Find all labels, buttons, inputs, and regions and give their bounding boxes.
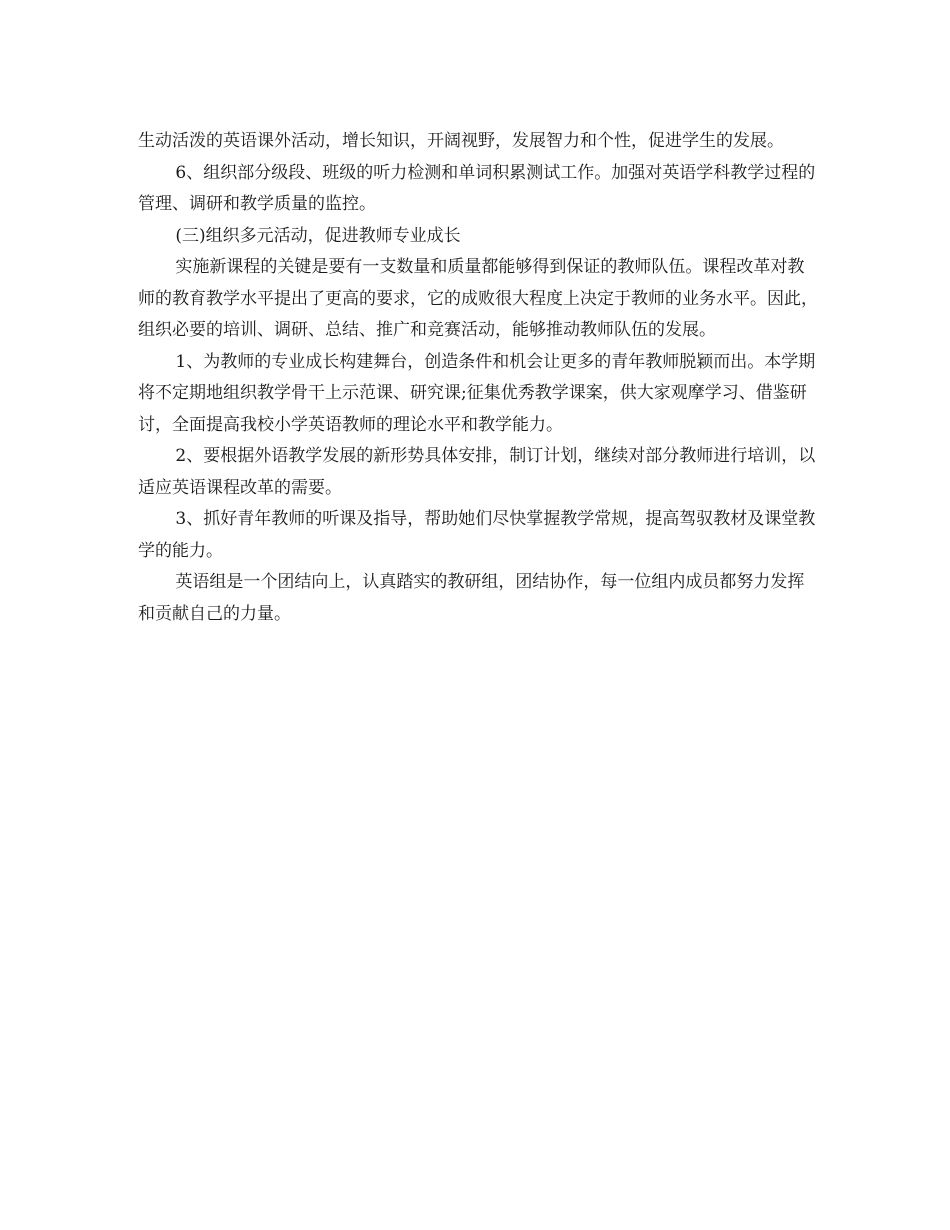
document-body xyxy=(138,126,818,630)
section-heading-3: (三)组织多元活动，促进教师专业成长 xyxy=(175,225,461,246)
paragraph-item-2: 2、要根据外语教学发展的新形势具体安排，制订计划，继续对部分教师进行培训，以适应英语课程改革的需要。 xyxy=(138,446,816,498)
paragraph-continuation: 生动活泼的英语课外活动，增长知识，开阔视野，发展智力和个性，促进学生的发展。 xyxy=(138,131,784,151)
paragraph-conclusion: 英语组是一个团结向上，认真踏实的教研组，团结协作，每一位组内成员都努力发挥和贡献自己的力量。 xyxy=(138,572,805,624)
paragraph-item-6: 6、组织部分级段、班级的听力检测和单词积累测试工作。加强对英语学科教学过程的管理、调研和教学质量的监控。 xyxy=(138,162,816,214)
paragraph-item-3: 3、抓好青年教师的听课及指导，帮助她们尽快掌握教学常规，提高驾驭教材及课堂教学的能力。 xyxy=(138,509,816,561)
paragraph-item-1: 1、为教师的专业成长构建舞台，创造条件和机会让更多的青年教师脱颖而出。本学期将不定期地组织教学骨干上示范课、研究课;征集优秀教学课案，供大家观摩学习、借鉴研讨，全面提高我校小学英语教师的理论水平和教学能力。 xyxy=(138,351,816,435)
paragraph-intro: 实施新课程的关键是要有一支数量和质量都能够得到保证的教师队伍。课程改革对教师的教育教学水平提出了更高的要求，它的成败很大程度上决定于教师的业务水平。因此，组织必要的培训、调研、总结、推广和竞赛活动，能够推动教师队伍的发展。 xyxy=(138,257,818,340)
